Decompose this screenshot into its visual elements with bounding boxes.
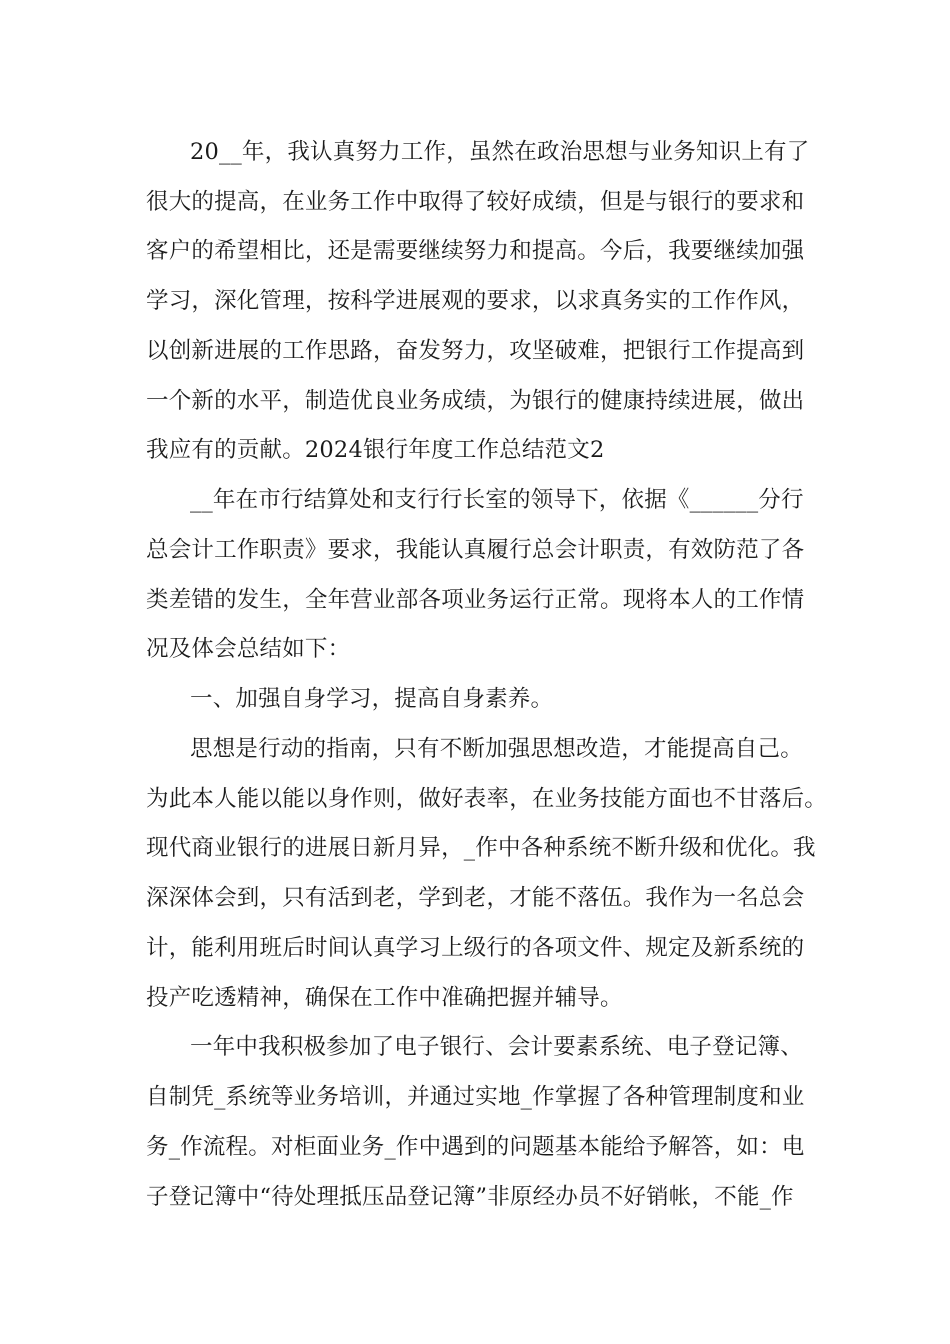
text-line: 为此本人能以能以身作则，做好表率，在业务技能方面也不甘落后。: [146, 786, 828, 812]
text-line: 类差错的发生，全年营业部各项业务运行正常。现将本人的工作情: [146, 587, 805, 613]
text-line: 务_作流程。对柜面业务_作中遇到的问题基本能给予解答，如：电: [146, 1134, 805, 1160]
text-line: 深深体会到，只有活到老，学到老，才能不落伍。我作为一名总会: [146, 885, 805, 911]
text-line: __年在市行结算处和支行行长室的领导下，依据《______分行: [190, 487, 804, 513]
text-line: 一年中我积极参加了电子银行、会计要素系统、电子登记簿、: [190, 1034, 803, 1060]
text-line: 投产吃透精神，确保在工作中准确把握并辅导。: [146, 985, 623, 1011]
text-line: 很大的提高，在业务工作中取得了较好成绩，但是与银行的要求和: [146, 189, 805, 215]
text-line: 况及体会总结如下：: [146, 636, 351, 662]
text-line: 20__年，我认真努力工作，虽然在政治思想与业务知识上有了: [190, 139, 810, 165]
text-line: 客户的希望相比，还是需要继续努力和提高。今后，我要继续加强: [146, 238, 805, 264]
text-line: 一个新的水平，制造优良业务成绩，为银行的健康持续进展，做出: [146, 388, 805, 414]
text-line: 计，能利用班后时间认真学习上级行的各项文件、规定及新系统的: [146, 935, 805, 961]
section-heading: 一、加强自身学习，提高自身素养。: [190, 686, 554, 712]
text-line: 总会计工作职责》要求，我能认真履行总会计职责，有效防范了各: [146, 537, 805, 563]
text-line: 以创新进展的工作思路，奋发努力，攻坚破难，把银行工作提高到: [146, 338, 805, 364]
text-line: 我应有的贡献。2024银行年度工作总结范文2: [146, 437, 605, 463]
text-line: 自制凭_系统等业务培训，并通过实地_作掌握了各种管理制度和业: [146, 1084, 805, 1110]
text-line: 现代商业银行的进展日新月异，_作中各种系统不断升级和优化。我: [146, 835, 816, 861]
text-line: 思想是行动的指南，只有不断加强思想改造，才能提高自己。: [190, 736, 803, 762]
text-line: 子登记簿中“待处理抵压品登记簿”非原经办员不好销帐，不能_作: [146, 1184, 794, 1210]
text-line: 学习，深化管理，按科学进展观的要求，以求真务实的工作作风，: [146, 288, 805, 314]
